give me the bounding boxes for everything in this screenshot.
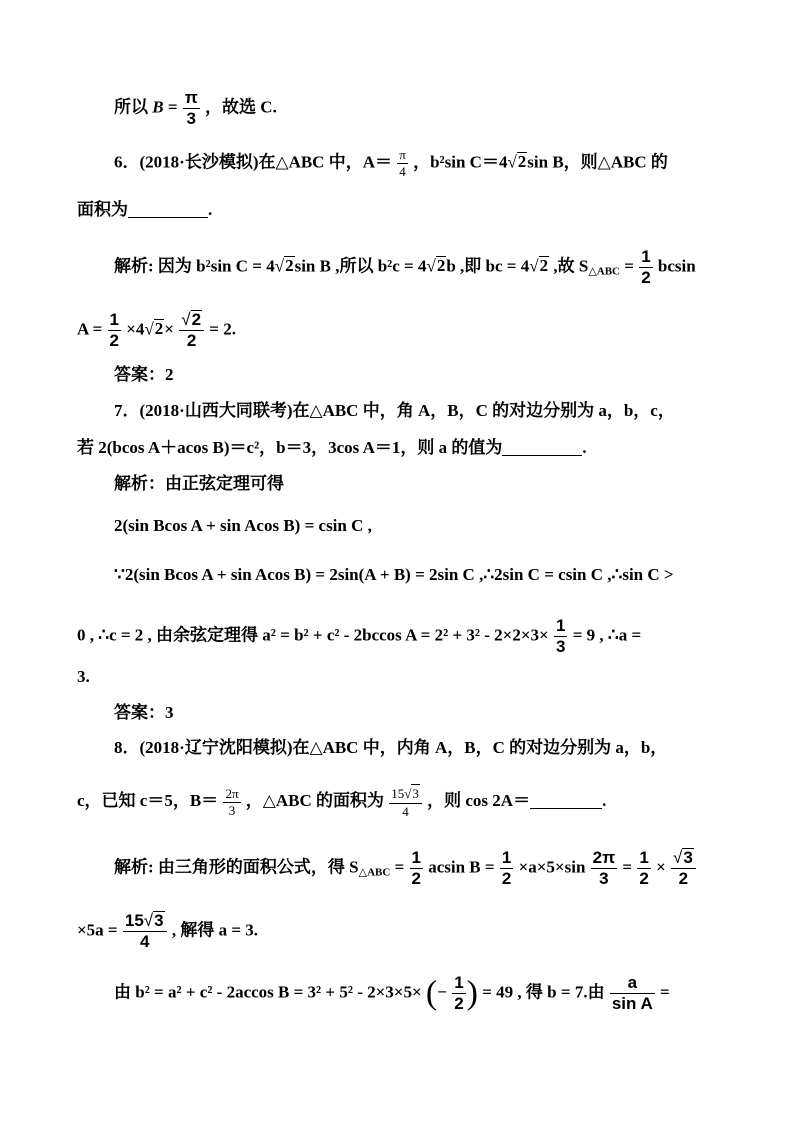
q8-sol3-ratio-num: a <box>610 973 655 994</box>
q6-solution-line2: A = $\frac{1}{2}$ ×4√2× $\frac{√2}{2}$ = 2. <box>77 310 236 350</box>
q7-solution-line3: ∵2(sin Bcos A + sin Acos B) = 2sin(A + B) = 2sin C ,∴2sin C = csin C ,∴sin C > <box>114 565 674 584</box>
q8-sol-fraction4 <box>637 848 650 889</box>
q8-sol3-text2: = 49 , 得 b = 7.由 <box>482 982 605 1002</box>
q8-q-fraction1 <box>223 786 240 819</box>
q7-answer: 答案：3 <box>114 703 174 722</box>
q6-sol2-sqrt: 2 <box>154 319 164 339</box>
q8-sol-text4: = <box>622 857 637 877</box>
q6-q-line2-text: 面积为 <box>77 200 128 219</box>
q8-sol2-num: 15√3 <box>123 911 167 932</box>
q8-q-frac2-num-sqrt: 3 <box>412 786 419 801</box>
q5-frac-num: π <box>184 88 198 107</box>
q6-sol-text4: ,故 S <box>549 256 589 276</box>
q8-sol-f5-den: 2 <box>678 869 689 888</box>
q6-q-text2: ，b²sin C＝4 <box>413 152 508 172</box>
q6-sol2-text1: A = <box>77 319 107 339</box>
q8-sol-f5-num: √3 <box>671 848 696 869</box>
q6-answer: 答案：2 <box>114 365 174 384</box>
q7-question-line2 <box>77 437 587 459</box>
q5-fraction <box>183 88 200 129</box>
q6-sol-eq: = <box>620 256 639 276</box>
q5-var: B <box>152 97 164 117</box>
q6-sol-text2: sin B ,所以 b²c = 4 <box>294 256 427 276</box>
q6-sol2-fraction2 <box>179 310 204 351</box>
q6-sol2-frac1-den: 2 <box>109 331 119 350</box>
q7-sol-line4-text1: 0 , ∴c = 2 , 由余弦定理得 a² = b² + c² - 2bccos A = 2² + 3² - 2×2×3× <box>77 625 549 645</box>
q8-q-text3: ，则 cos 2A＝ <box>427 790 531 810</box>
q5-post: ，故选 C. <box>205 97 277 117</box>
q6-q-frac-den: 4 <box>399 164 406 179</box>
q8-sol-f5-num-sqrt: 3 <box>683 848 693 867</box>
q8-q-frac2-den: 4 <box>402 804 409 819</box>
q8-sol2-text2: , 解得 a = 3. <box>171 920 259 940</box>
q6-solution-line1: 解析: 因为 b²sin C = 4√2sin B ,所以 b²c = 4√2b ,即 bc = 4√2 ,故 $S_{\triangle ABC}$ = $\frac{1}{2}$ bcsin <box>114 247 696 287</box>
q8-q-fraction2 <box>389 784 422 820</box>
q6-question-line2 <box>77 199 212 221</box>
q7-sol-frac-den: 3 <box>555 637 566 656</box>
q8-q-frac2-num-pre: 15 <box>391 786 405 801</box>
q8-sol-fraction3 <box>591 848 617 889</box>
q6-sol2-frac2-num: √2 <box>179 310 204 331</box>
q8-sol-text2: acsin B = <box>428 857 499 877</box>
q8-solution-line2 <box>77 911 258 952</box>
q8-sol-f3-num: 2π <box>592 848 616 867</box>
q6-sol2-frac2-den: 2 <box>186 331 197 350</box>
q8-sol-subscript: △ABC <box>358 866 391 879</box>
q6-sol-frac-num: 1 <box>641 247 651 266</box>
q6-q-frac-num: π <box>399 147 406 162</box>
q8-sol3-ratio <box>610 973 655 1014</box>
q6-sol-subscript: △ABC <box>588 265 620 278</box>
q6-sol2-text3: × <box>164 319 174 339</box>
q8-q-line2-end: . <box>602 790 607 810</box>
q5-conclusion <box>114 88 277 129</box>
q8-q-frac1-den: 3 <box>228 802 236 818</box>
q5-eq: = <box>163 97 182 117</box>
q7-sol-line4-text2: = 9 , ∴a = <box>572 625 642 645</box>
q8-sol-f4-den: 2 <box>639 869 649 888</box>
q8-sol-text5: × <box>656 857 666 877</box>
q8-sol3-text1: 由 b² = a² + c² - 2accos B = 3² + 5² - 2×3×5× <box>114 982 422 1002</box>
q8-sol-f2-den: 2 <box>501 869 512 888</box>
q6-sol-sqrt1: 2 <box>285 256 294 276</box>
q7-answer-blank <box>502 439 582 456</box>
q8-sol2-text1: ×5a = <box>77 920 122 940</box>
q7-solution-line1: 解析：由正弦定理可得 <box>114 474 284 493</box>
q8-q-frac1-num: 2π <box>225 785 239 801</box>
q6-sol-sqrt2: 2 <box>436 256 446 276</box>
q7-solution-line5: 3. <box>77 667 90 686</box>
q8-sol2-num-sqrt: 3 <box>154 911 164 930</box>
q8-sol-f2-num: 1 <box>501 848 512 867</box>
q6-sol2-frac1-num: 1 <box>109 310 119 329</box>
q6-q-line2-end: . <box>208 200 213 219</box>
q8-solution-line3: 由 b² = a² + c² - 2accos B = 3² + 5² - 2×3×5× (− $\frac{1}{2}$ ) = 49 , 得 b = 7.由 $\frac{a}{\text{sin A}}$ = <box>114 973 670 1013</box>
q7-sol-fraction <box>554 616 567 657</box>
q8-sol3-minus: − <box>437 982 447 1002</box>
q6-sol-sqrt3: 2 <box>539 256 549 276</box>
q8-question-line2 <box>77 784 606 820</box>
q6-sol2-text2: ×4 <box>126 319 145 339</box>
q7-q-line2-text: 若 2(bcos A＋acos B)＝c²，b＝3，3cos A＝1，则 a 的值为 <box>77 438 503 457</box>
q8-sol3-fraction <box>452 973 465 1014</box>
q8-question-line1: 8．(2018·辽宁沈阳模拟)在△ABC 中，内角 A，B，C 的对边分别为 a，b， <box>114 738 668 757</box>
q8-sol-fraction5 <box>671 848 696 889</box>
q6-sol-text5: bcsin <box>657 256 696 276</box>
q6-sol-text1: 解析: 因为 b²sin C = 4 <box>114 256 275 276</box>
q6-sol2-frac2-num-val: 2 <box>191 310 202 329</box>
q6-q-text1: 6．(2018·长沙模拟)在△ABC 中，A＝ <box>114 152 392 172</box>
q8-q-text2: ，△ABC 的面积为 <box>245 790 384 810</box>
q8-sol3-den: 2 <box>454 994 464 1013</box>
q8-sol-fraction1 <box>410 848 423 889</box>
q8-sol-text3: ×a×5×sin <box>518 857 586 877</box>
q8-sol3-ratio-den: sin A <box>611 994 653 1013</box>
q8-sol-f1-num: 1 <box>411 848 421 867</box>
q6-q-fraction <box>397 147 408 180</box>
q8-sol-text1: 解析: 由三角形的面积公式，得 S <box>114 857 359 877</box>
q6-sol2-text4: = 2. <box>209 319 236 339</box>
q6-sol2-fraction1 <box>108 310 121 351</box>
q8-sol-f1-den: 2 <box>411 869 421 888</box>
q6-sol-text3: b ,即 bc = 4 <box>446 256 530 276</box>
q7-question-line1: 7．(2018·山西大同联考)在△ABC 中，角 A，B，C 的对边分别为 a，b，c， <box>114 401 675 420</box>
q7-sol-frac-num: 1 <box>555 616 566 635</box>
q5-frac-den: 3 <box>186 109 197 128</box>
q8-q-text1: c，已知 c＝5，B＝ <box>77 790 219 810</box>
q8-sol-f4-num: 1 <box>639 848 649 867</box>
q6-sol-fraction <box>639 247 652 288</box>
q7-solution-line4 <box>77 616 641 657</box>
q6-q-text3: sin B，则△ABC 的 <box>527 152 668 172</box>
q8-sol3-text3: = <box>660 982 670 1002</box>
q8-sol2-fraction <box>123 911 167 952</box>
q6-question-line1: 6．(2018·长沙模拟)在△ABC 中，A＝ $\frac{\pi}{4}$ ，b²sin C＝4√2sin B，则△ABC 的 <box>114 147 668 179</box>
q8-q-frac2-num: 15√3 <box>389 784 422 804</box>
q8-answer-blank <box>530 792 602 809</box>
q6-q-sqrt: 2 <box>517 152 527 172</box>
q8-sol-eq: = <box>390 857 409 877</box>
q5-text: 所以 <box>114 97 148 117</box>
q8-sol3-num: 1 <box>454 973 464 992</box>
q8-sol-fraction2 <box>500 848 513 889</box>
q7-solution-line2: 2(sin Bcos A + sin Acos B) = csin C , <box>114 516 372 535</box>
q7-q-line2-end: . <box>582 438 587 457</box>
q6-sol-frac-den: 2 <box>641 268 651 287</box>
q8-sol2-num-pre: 15 <box>124 911 144 930</box>
q8-sol-f3-den: 3 <box>599 869 609 888</box>
q8-solution-line1 <box>114 848 697 889</box>
q6-answer-blank <box>128 201 208 218</box>
q8-sol2-den: 4 <box>140 932 150 951</box>
